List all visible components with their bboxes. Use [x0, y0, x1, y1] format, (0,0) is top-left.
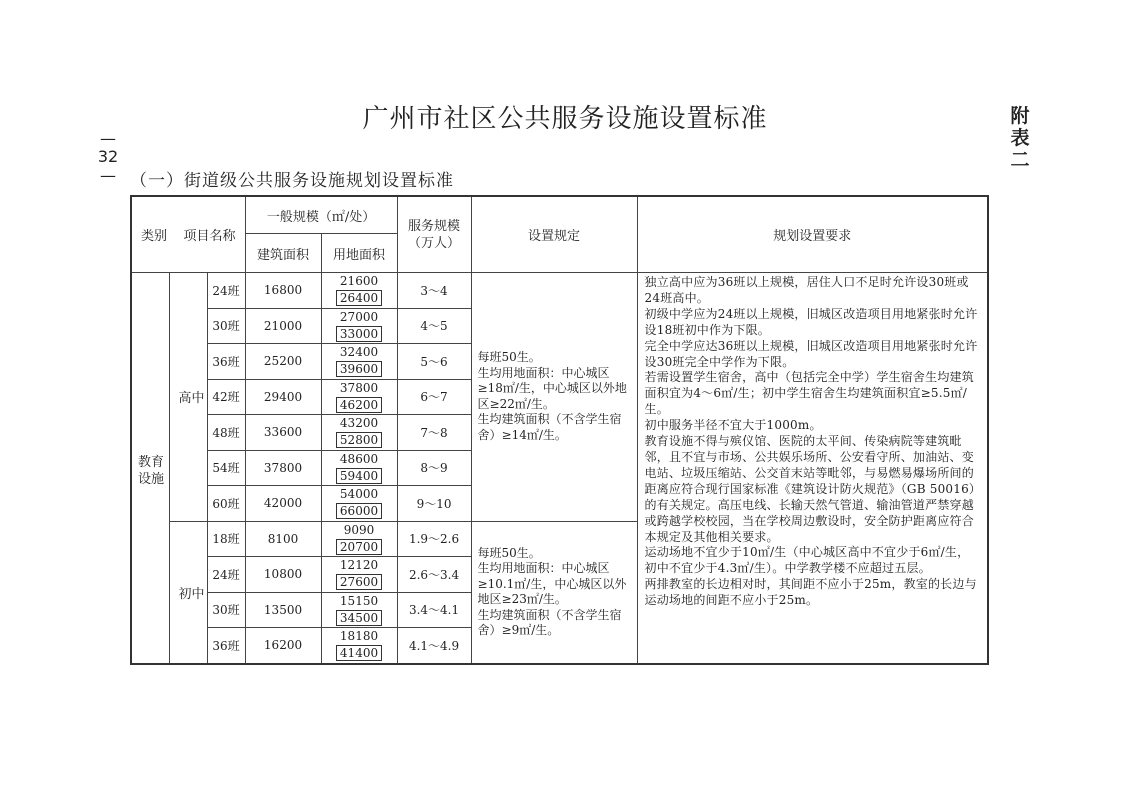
building-area-value: 25200	[263, 354, 303, 369]
service-scale-cell	[397, 592, 471, 628]
class-size: 30班	[212, 319, 240, 334]
header-building-area: 建筑面积	[245, 234, 321, 273]
service-scale-value: 4～5	[420, 319, 448, 334]
land-area-boxed-value: 39600	[336, 361, 382, 377]
appendix-label	[1006, 106, 1034, 172]
class-size-cell	[207, 344, 245, 380]
standards-table	[130, 195, 989, 665]
land-area-cell	[321, 379, 397, 415]
header-requirements: 规划设置要求	[637, 196, 988, 273]
class-size: 18班	[212, 532, 240, 547]
building-area-value: 10800	[263, 567, 303, 582]
land-area-boxed-value: 41400	[336, 645, 382, 661]
page-number	[96, 130, 120, 185]
header-land-area: 用地面积	[321, 234, 397, 273]
group-label: 初中	[178, 586, 205, 602]
class-size-cell	[207, 592, 245, 628]
land-area-cell	[321, 344, 397, 380]
building-area-cell	[245, 415, 321, 451]
page-title: 广州市社区公共服务设施设置标准	[362, 104, 768, 134]
header-category-item	[131, 196, 245, 273]
class-size: 42班	[212, 390, 240, 405]
building-area-value: 21000	[263, 318, 303, 333]
service-scale-cell	[397, 450, 471, 486]
land-area-boxed-value: 34500	[336, 610, 382, 626]
service-scale-value: 7～8	[420, 425, 448, 440]
land-area-cell	[321, 415, 397, 451]
building-area-cell	[245, 628, 321, 664]
section-subtitle: （一）街道级公共服务设施规划设置标准	[130, 171, 454, 191]
class-size-cell	[207, 415, 245, 451]
land-area-value: 37800	[339, 380, 379, 395]
land-area-boxed-value: 33000	[336, 326, 382, 342]
class-size-cell	[207, 521, 245, 557]
requirement-paragraph: 完全中学应达36班以上规模，旧城区改造项目用地紧张时允许设30班完全中学作为下限。	[644, 338, 978, 369]
appendix-char: 表	[1010, 126, 1030, 149]
requirement-paragraph: 运动场地不宜少于10㎡/生（中心城区高中不宜少于6㎡/生，初中不宜少于4.3㎡/生）。中学教学楼不应超过五层。	[644, 545, 970, 576]
service-scale-cell	[397, 557, 471, 593]
building-area-value: 37800	[263, 460, 303, 475]
class-size: 36班	[212, 638, 240, 653]
land-area-boxed-value: 66000	[336, 503, 382, 519]
building-area-cell	[245, 486, 321, 522]
building-area-cell	[245, 344, 321, 380]
land-area-boxed-value: 59400	[336, 468, 382, 484]
building-area-cell	[245, 521, 321, 557]
land-area-value: 43200	[339, 416, 379, 431]
building-area-value: 13500	[263, 602, 303, 617]
appendix-char: 附	[1010, 105, 1030, 127]
service-scale-value: 3～4	[420, 283, 448, 298]
land-area-value: 54000	[339, 487, 379, 502]
land-area-boxed-value: 52800	[336, 432, 382, 448]
building-area-value: 8100	[267, 531, 299, 546]
land-area-value: 48600	[339, 451, 379, 466]
class-size: 54班	[212, 461, 240, 476]
header-general-scale: 一般规模（㎡/处）	[245, 196, 397, 234]
land-area-cell	[321, 450, 397, 486]
class-size: 24班	[212, 283, 240, 298]
building-area-value: 42000	[263, 496, 303, 511]
building-area-value: 29400	[263, 389, 303, 404]
group-cell-1	[169, 521, 207, 664]
page-number-value: 32	[97, 147, 119, 167]
land-area-cell	[321, 273, 397, 309]
building-area-value: 16200	[263, 638, 303, 653]
table-row	[131, 273, 988, 309]
requirement-paragraph: 教育设施不得与殡仪馆、医院的太平间、传染病院等建筑毗邻，且不宜与市场、公共娱乐场所、公安看守所、加油站、变电站、垃圾压缩站、公交首末站等毗邻，与易燃易爆场所间的距离应符合现行国家标准《建筑设计防火规范》（GB 50016）的有关规定。高压电线、长输天然气管道、输油管道严禁穿越或跨越学校校园，当在学校周边敷设时，安全防护距离应符合本规定及其他相关要求。	[644, 434, 976, 544]
rule-line: 每班50生。	[477, 545, 541, 560]
land-area-cell	[321, 521, 397, 557]
class-size-cell	[207, 628, 245, 664]
land-area-value: 9090	[343, 522, 375, 537]
service-scale-cell	[397, 628, 471, 664]
service-scale-cell	[397, 486, 471, 522]
land-area-boxed-value: 20700	[336, 539, 382, 555]
land-area-boxed-value: 26400	[336, 290, 382, 306]
service-scale-value: 9～10	[416, 496, 452, 511]
group-cell-0	[169, 273, 207, 522]
header-rules: 设置规定	[471, 196, 637, 273]
land-area-cell	[321, 592, 397, 628]
building-area-cell	[245, 379, 321, 415]
rule-line: 生均用地面积：中心城区≥18㎡/生，中心城区以外地区≥22㎡/生。	[477, 365, 627, 411]
land-area-value: 32400	[339, 345, 379, 360]
land-area-value: 27000	[339, 309, 379, 324]
page-number-dash-bottom: —	[100, 165, 116, 185]
service-scale-cell	[397, 273, 471, 309]
group-label: 高中	[178, 391, 205, 407]
requirement-paragraph: 初级中学应为24班以上规模，旧城区改造项目用地紧张时允许设18班初中作为下限。	[644, 306, 978, 337]
land-area-value: 15150	[339, 593, 379, 608]
class-size: 36班	[212, 354, 240, 369]
class-size: 48班	[212, 425, 240, 440]
service-scale-value: 4.1～4.9	[408, 638, 460, 653]
class-size-cell	[207, 273, 245, 309]
requirement-paragraph: 两排教室的长边相对时，其间距不应小于25m，教室的长边与运动场地的间距不应小于25m。	[644, 577, 977, 608]
service-scale-value: 6～7	[420, 390, 448, 405]
requirement-paragraph: 初中服务半径不宜大于1000m。	[644, 418, 822, 433]
requirement-paragraph: 若需设置学生宿舍，高中（包括完全中学）学生宿舍生均建筑面积宜为4～6㎡/生；初中学生宿舍生均建筑面积宜≥5.5㎡/生。	[644, 370, 974, 417]
rules-cell-1	[471, 521, 637, 664]
service-scale-cell	[397, 344, 471, 380]
service-scale-cell	[397, 521, 471, 557]
service-scale-value: 1.9～2.6	[408, 532, 460, 547]
class-size: 60班	[212, 496, 240, 511]
land-area-boxed-value: 46200	[336, 397, 382, 413]
rule-line: 生均用地面积：中心城区≥10.1㎡/生，中心城区以外地区≥23㎡/生。	[477, 561, 627, 606]
service-scale-cell	[397, 415, 471, 451]
land-area-boxed-value: 27600	[336, 574, 382, 590]
building-area-cell	[245, 308, 321, 344]
rules-cell-0	[471, 273, 637, 522]
class-size-cell	[207, 557, 245, 593]
building-area-cell	[245, 557, 321, 593]
service-scale-value: 2.6～3.4	[408, 567, 460, 582]
class-size-cell	[207, 308, 245, 344]
rule-line: 生均建筑面积（不含学生宿舍）≥14㎡/生。	[477, 412, 622, 442]
land-area-cell	[321, 557, 397, 593]
building-area-cell	[245, 592, 321, 628]
header-item-name: 项目名称	[183, 229, 236, 244]
land-area-cell	[321, 628, 397, 664]
class-size-cell	[207, 486, 245, 522]
service-scale-value: 8～9	[420, 461, 448, 476]
category-label: 教育设施	[138, 454, 165, 487]
rule-line: 生均建筑面积（不含学生宿舍）≥9㎡/生。	[477, 607, 622, 637]
land-area-value: 12120	[339, 558, 379, 573]
requirements-cell	[637, 273, 988, 664]
requirement-paragraph: 独立高中应为36班以上规模，居住人口不足时允许设30班或24班高中。	[644, 275, 969, 305]
header-service-scale: 服务规模（万人）	[397, 196, 471, 273]
class-size-cell	[207, 450, 245, 486]
class-size: 30班	[212, 603, 240, 618]
class-size-cell	[207, 379, 245, 415]
land-area-value: 21600	[339, 274, 379, 289]
land-area-cell	[321, 486, 397, 522]
header-category: 类别	[140, 229, 167, 244]
building-area-value: 16800	[263, 283, 303, 298]
appendix-char: 二	[1010, 148, 1030, 171]
land-area-cell	[321, 308, 397, 344]
class-size: 24班	[212, 567, 240, 582]
service-scale-cell	[397, 379, 471, 415]
page-number-dash-top: —	[100, 129, 116, 148]
service-scale-value: 3.4～4.1	[408, 603, 460, 618]
building-area-cell	[245, 273, 321, 309]
service-scale-value: 5～6	[420, 354, 448, 369]
rule-line: 每班50生。	[477, 350, 541, 365]
building-area-value: 33600	[263, 425, 303, 440]
land-area-value: 18180	[339, 629, 379, 644]
category-cell	[131, 273, 169, 664]
service-scale-cell	[397, 308, 471, 344]
building-area-cell	[245, 450, 321, 486]
